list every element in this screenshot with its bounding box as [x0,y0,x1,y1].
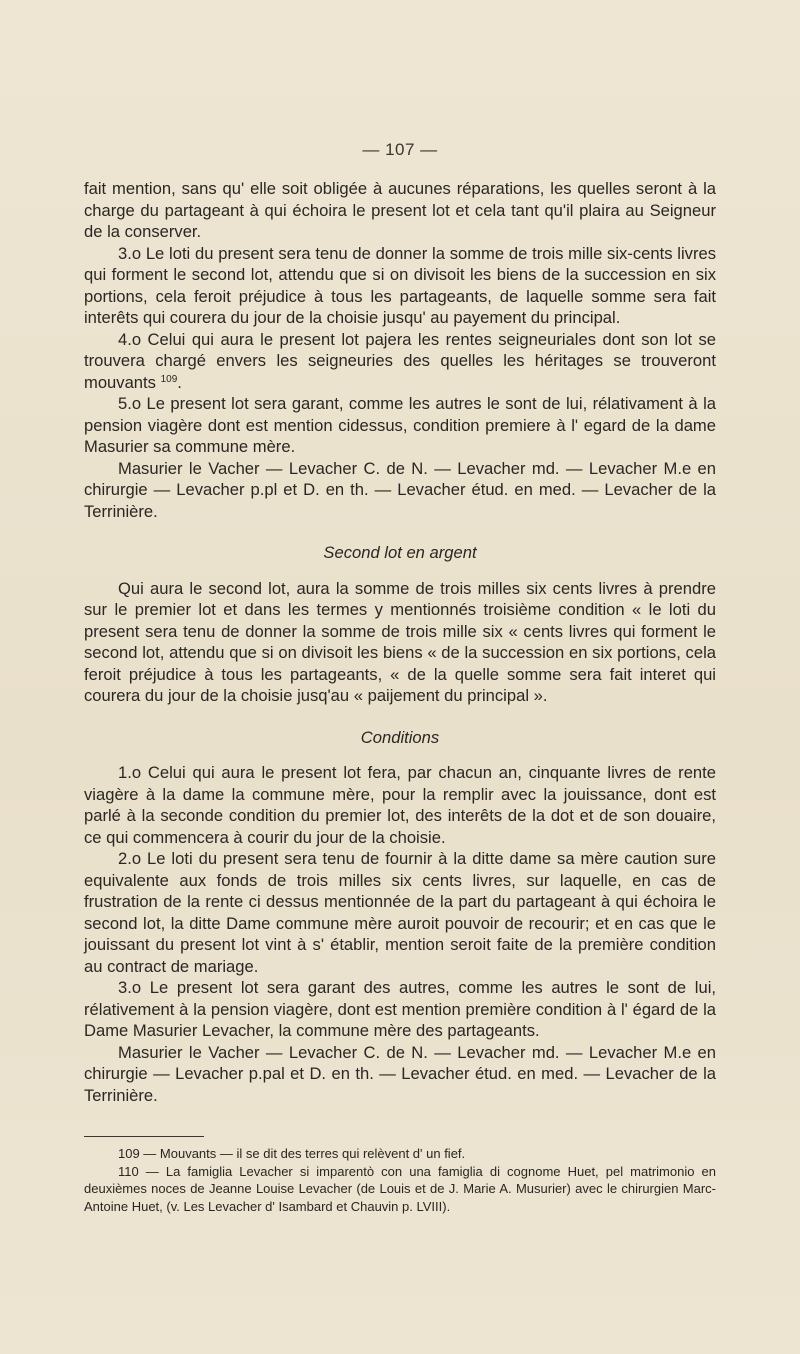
footnotes [84,1145,716,1215]
main-text [84,178,716,1106]
first-lot-item-4-end: . [177,372,182,392]
first-lot-item-3: 3.o Le loti du present sera tenu de donner la somme de trois mille six-cents livres qui forment le second lot, attendu que si on divisoit les biens de la succession en six portions, cela feroit préjudice à tous les partageants, de laquelle somme sera fait interêts qui courera du jour de la choisie jusqu' au payement du principal. [84,243,716,327]
first-lot-signatures: Masurier le Vacher — Levacher C. de N. — Levacher md. — Levacher M.e en chirurgie — Levacher p.pl et D. en th. — Levacher étud. en med. — Levacher de la Terrinière. [84,458,716,521]
first-lot-item-4 [84,329,716,394]
condition-item-3: 3.o Le present lot sera garant des autres, comme les autres le sont de lui, rélativement à la pension viagère, dont est mention première condition à l' égard de la Dame Masurier Levacher, la commune mère des partageants. [84,978,716,1040]
footnote-ref-109: 109 [160,373,178,385]
page-number: — 107 — [362,140,438,159]
footnote-110: 110 — La famiglia Levacher si imparentò con una famiglia di cognome Huet, pel matrimonio en deuxièmes noces de Jeanne Louise Levacher (de Louis et de J. Marie A. Musurier) avec le chirurgien Marc-Antoine Huet, (v. Les Levacher d' Isambard et Chauvin p. LVIII). [84,1163,716,1214]
condition-item-1: 1.o Celui qui aura le present lot fera, par chacun an, cinquante livres de rente viagère à la dame la commune mère, pour la remplir avec la jouissance, dont est parlé à la seconde condition du premier lot, des interêts de la dot et de son douaire, ce qui commencera à courir du jour de la choisie. [84,763,716,847]
second-lot-title: Second lot en argent [323,543,477,562]
opening-paragraph: fait mention, sans qu' elle soit obligée à aucunes réparations, les quelles seront à la charge du partageant à qui échoira le present lot et cela tant qu'il plaira au Seigneur de la conserver. [84,179,716,241]
conditions-signatures: Masurier le Vacher — Levacher C. de N. — Levacher md. — Levacher M.e en chirurgie — Levacher p.pal et D. en th. — Levacher étud. en med. — Levacher de la Terrinière. [84,1042,716,1105]
first-lot-item-5: 5.o Le present lot sera garant, comme les autres le sont de lui, rélativament à la pension viagère dont est mention cidessus, condition premiere à l' egard de la dame Masurier sa commune mère. [84,394,716,456]
footnote-divider [84,1136,204,1137]
second-lot-text: Qui aura le second lot, aura la somme de trois milles six cents livres à prendre sur le premier lot et dans les termes y mentionnés troisième condition « le loti du present sera tenu de donner la somme de trois mille six « cents livres qui forment le second lot, attendu que si on divisoit les biens « de la succession en six portions, cela feroit préjudice à tous les partageants, « de la quelle somme sera fait interet qui courera du jour de la choisie jusq'au « paijement du principal ». [84,578,716,705]
footnote-109: 109 — Mouvants — il se dit des terres qui relèvent d' un fief. [118,1146,466,1161]
first-lot-item-4-text: 4.o Celui qui aura le present lot pajera les rentes seigneuriales dont son lot se trouvera chargé envers les seigneuries des quelles les héritages se trouveront mouvants [84,329,716,392]
conditions-title: Conditions [360,727,440,747]
condition-item-2: 2.o Le loti du present sera tenu de fournir à la ditte dame sa mère caution sure equivalente aux fonds de trois milles six cents livres, sur laquelle, en cas de frustration de la rente ci dessus mentionnée de la part du partageant à qui échoira le second lot, la ditte Dame commune mère auroit pouvoir de recourir; et en cas que le jouissant du present lot vint à s' établir, mention seroit faite de la première condition au contract de mariage. [84,849,716,976]
